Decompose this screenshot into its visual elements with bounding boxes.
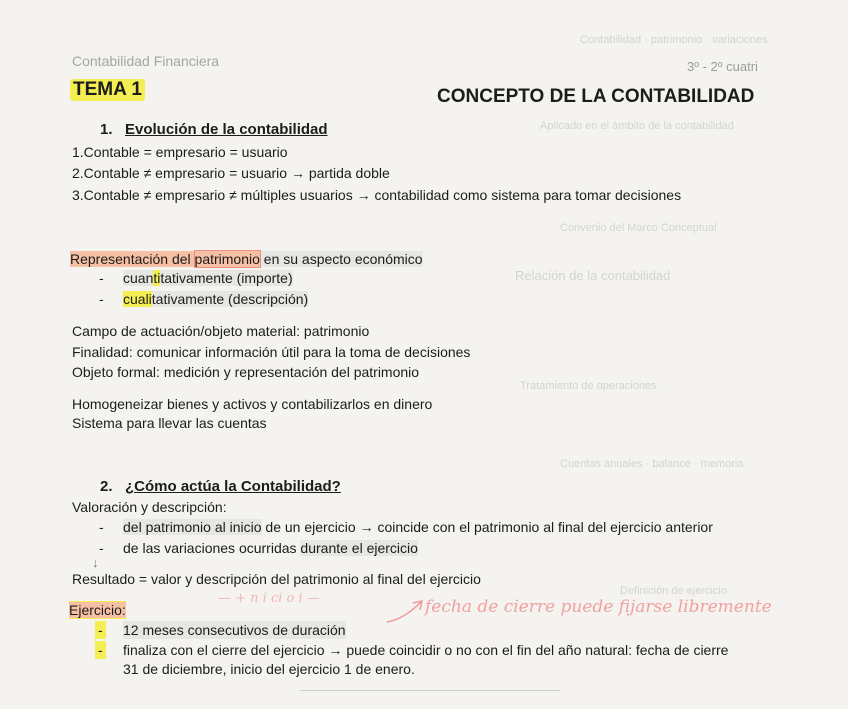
definition-line: Objeto formal: medición y representación del patrimonio (72, 364, 420, 380)
bullet-dash: - (95, 621, 106, 639)
qualitative-bullet: cualitativamente (descripción) (123, 291, 309, 307)
section-2-heading: ¿Cómo actúa la Contabilidad? (125, 478, 341, 495)
valuation-intro: Valoración y descripción: (72, 499, 227, 515)
bullet-dash: - (99, 519, 104, 535)
exercise-dates: 31 de diciembre, inicio del ejercicio 1 de enero. (123, 661, 415, 677)
semester-label: 3º - 2º cuatri (687, 59, 758, 74)
bullet-dash: - (99, 270, 104, 286)
bleed-through-text: Cuentas anuales · balance · memoria (560, 458, 744, 470)
extra-line: Sistema para llevar las cuentas (72, 415, 267, 431)
exercise-closing: finaliza con el cierre del ejercicio → puede coincidir o no con el fin del año natural: fecha de cierre (123, 642, 729, 658)
patrimonio-boxed: patrimonio (194, 251, 260, 267)
quantitative-bullet: cuantitativamente (importe) (123, 270, 293, 286)
bleed-through-text: Relación de la contabilidad (515, 268, 671, 283)
handwritten-note: fecha de cierre puede fijarse libremente (425, 597, 772, 617)
down-arrow-icon: ↓ (92, 555, 99, 570)
definition-line: Campo de actuación/objeto material: patrimonio (72, 323, 370, 339)
bullet-dash: - (95, 641, 106, 659)
evolution-item: 2.Contable ≠ empresario = usuario → partida doble (72, 165, 390, 181)
evolution-item: 3.Contable ≠ empresario ≠ múltiples usuarios → contabilidad como sistema para tomar decisiones (72, 187, 682, 203)
page-title: CONCEPTO DE LA CONTABILIDAD (437, 86, 755, 107)
bleed-through-text: Definición de ejercicio (620, 585, 727, 597)
arrow-annotation-icon (385, 598, 425, 626)
struck-through-scribble: — + n i ci o i — (218, 591, 320, 606)
faint-line (300, 690, 560, 691)
representation-tail: en su aspecto económico (259, 251, 423, 267)
section-2-number: 2. (100, 478, 113, 495)
bleed-through-text: Convenio del Marco Conceptual (560, 222, 717, 234)
extra-line: Homogeneizar bienes y activos y contabilizarlos en dinero (72, 396, 433, 412)
bullet-dash: - (99, 540, 104, 556)
exercise-label: Ejercicio: (69, 602, 126, 618)
bullet-dash: - (99, 291, 104, 307)
representation-highlight: Representación del (70, 251, 195, 267)
bleed-through-text: Aplicado en el ámbito de la contabilidad (540, 120, 734, 132)
course-name: Contabilidad Financiera (72, 53, 220, 69)
initial-patrimony-bullet: del patrimonio al inicio de un ejercicio → coincide con el patrimonio al final del ejercicio anterior (123, 519, 713, 535)
representation-line (70, 250, 423, 268)
section-1-number: 1. (100, 121, 113, 138)
definition-line: Finalidad: comunicar información útil para la toma de decisiones (72, 344, 471, 360)
exercise-duration: 12 meses consecutivos de duración (123, 622, 346, 638)
evolution-item: 1.Contable = empresario = usuario (72, 144, 288, 160)
section-1-heading: Evolución de la contabilidad (125, 121, 328, 138)
result-line: Resultado = valor y descripción del patrimonio al final del ejercicio (72, 571, 481, 587)
variations-bullet: de las variaciones ocurridas durante el ejercicio (123, 540, 418, 556)
bleed-through-text: Tratamiento de operaciones (520, 380, 657, 392)
bleed-through-text: Contabilidad · patrimonio · variaciones (580, 34, 768, 46)
topic-label: TEMA 1 (70, 79, 145, 101)
